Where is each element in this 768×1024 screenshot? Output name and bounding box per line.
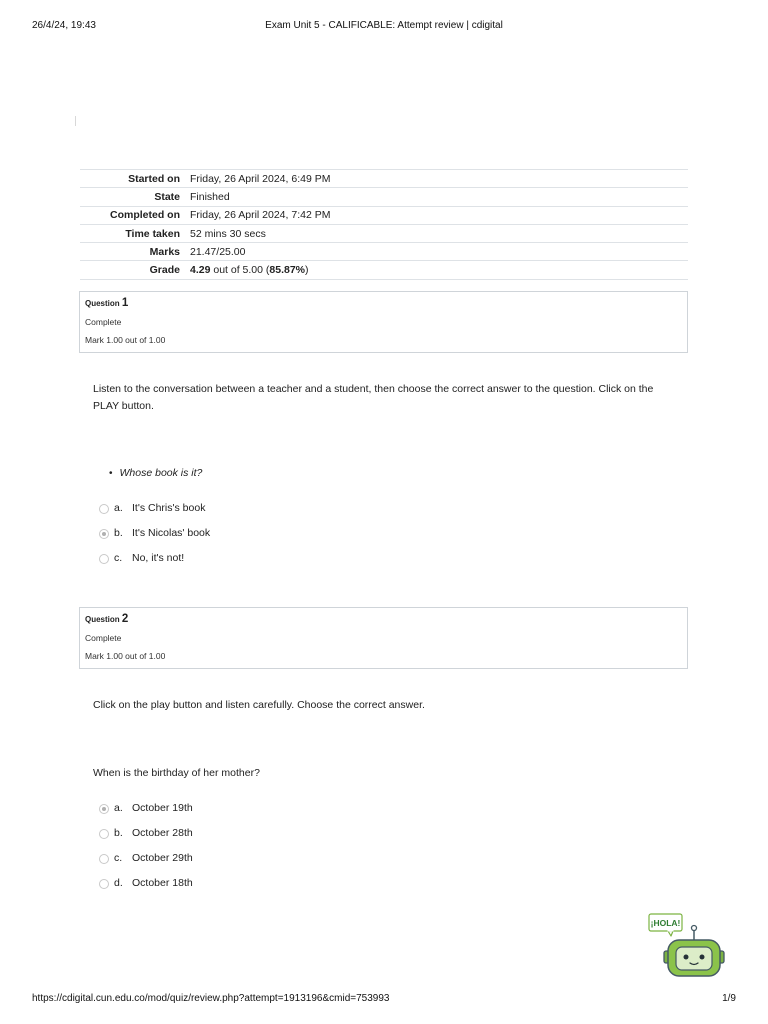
robot-mascot-icon — [648, 908, 728, 983]
print-datetime: 26/4/24, 19:43 — [32, 20, 96, 31]
print-header — [32, 20, 736, 32]
time-taken-value: 52 mins 30 secs — [190, 227, 266, 240]
question-number: 1 — [121, 297, 129, 309]
radio-button[interactable] — [99, 854, 109, 864]
option-text: It's Chris's book — [132, 502, 206, 514]
logo-placeholder — [75, 116, 84, 126]
radio-button-selected[interactable] — [99, 529, 109, 539]
mascot-speech: ¡HOLA! — [650, 918, 681, 928]
option-letter: b. — [114, 527, 123, 539]
question-label: Question — [85, 299, 120, 308]
question-1-mark: Mark 1.00 out of 1.00 — [85, 335, 166, 345]
option-text: It's Nicolas' book — [132, 527, 211, 539]
grade-value — [190, 261, 688, 279]
completed-on-label: Completed on — [110, 209, 180, 222]
summary-row-completed — [80, 206, 688, 224]
grade-score: 4.29 — [190, 264, 211, 277]
radio-button-selected[interactable] — [99, 804, 109, 814]
question-2-info — [79, 607, 688, 669]
question-2-text: Click on the play button and listen carefully. Choose the correct answer. — [93, 699, 425, 711]
print-page-title: Exam Unit 5 - CALIFICABLE: Attempt review | cdigital — [265, 20, 503, 31]
state-label: State — [154, 190, 180, 203]
grade-close: ) — [305, 264, 309, 277]
summary-row-marks — [80, 243, 688, 261]
option-letter: c. — [114, 552, 123, 564]
question-2-mark: Mark 1.00 out of 1.00 — [85, 651, 166, 661]
summary-row-grade — [80, 261, 688, 279]
print-footer — [32, 993, 736, 1005]
question-number: 2 — [121, 613, 129, 625]
marks-value: 21.47/25.00 — [190, 245, 246, 258]
summary-row-started — [80, 170, 688, 188]
question-2-prompt: When is the birthday of her mother? — [93, 767, 260, 779]
print-page-number: 1/9 — [722, 993, 736, 1004]
question-1-number — [85, 297, 128, 309]
question-2-state: Complete — [85, 633, 122, 643]
question-label: Question — [85, 615, 120, 624]
radio-button[interactable] — [99, 879, 109, 889]
option-letter: a. — [114, 802, 123, 814]
option-text: October 28th — [132, 827, 193, 839]
radio-button[interactable] — [99, 829, 109, 839]
summary-row-state — [80, 188, 688, 206]
time-taken-label: Time taken — [125, 227, 180, 240]
chat-mascot-button[interactable] — [648, 908, 728, 983]
grade-label: Grade — [149, 264, 180, 277]
option-text: No, it's not! — [132, 552, 185, 564]
grade-percent: 85.87% — [269, 264, 306, 277]
attempt-summary-table — [80, 169, 688, 280]
question-1-info — [79, 291, 688, 353]
radio-button[interactable] — [99, 504, 109, 514]
option-letter: b. — [114, 827, 123, 839]
radio-button[interactable] — [99, 554, 109, 564]
option-letter: d. — [114, 877, 123, 889]
question-1-text: Listen to the conversation between a teacher and a student, then choose the correct answer to the question. Click on the PLAY button. — [93, 383, 654, 412]
marks-label: Marks — [149, 245, 180, 258]
started-on-label: Started on — [128, 172, 180, 185]
question-1-state: Complete — [85, 317, 122, 327]
print-url: https://cdigital.cun.edu.co/mod/quiz/review.php?attempt=1913196&cmid=753993 — [32, 993, 390, 1004]
option-letter: c. — [114, 852, 123, 864]
grade-out-of: out of 5.00 ( — [210, 264, 270, 277]
option-text: October 18th — [132, 877, 193, 889]
started-on-value: Friday, 26 April 2024, 6:49 PM — [190, 172, 331, 185]
option-text: October 29th — [132, 852, 193, 864]
option-text: October 19th — [132, 802, 193, 814]
option-letter: a. — [114, 502, 123, 514]
question-1-prompt: • Whose book is it? — [109, 467, 202, 479]
completed-on-value: Friday, 26 April 2024, 7:42 PM — [190, 209, 331, 222]
question-2-number — [85, 613, 128, 625]
summary-row-time — [80, 224, 688, 242]
state-value: Finished — [190, 190, 230, 203]
